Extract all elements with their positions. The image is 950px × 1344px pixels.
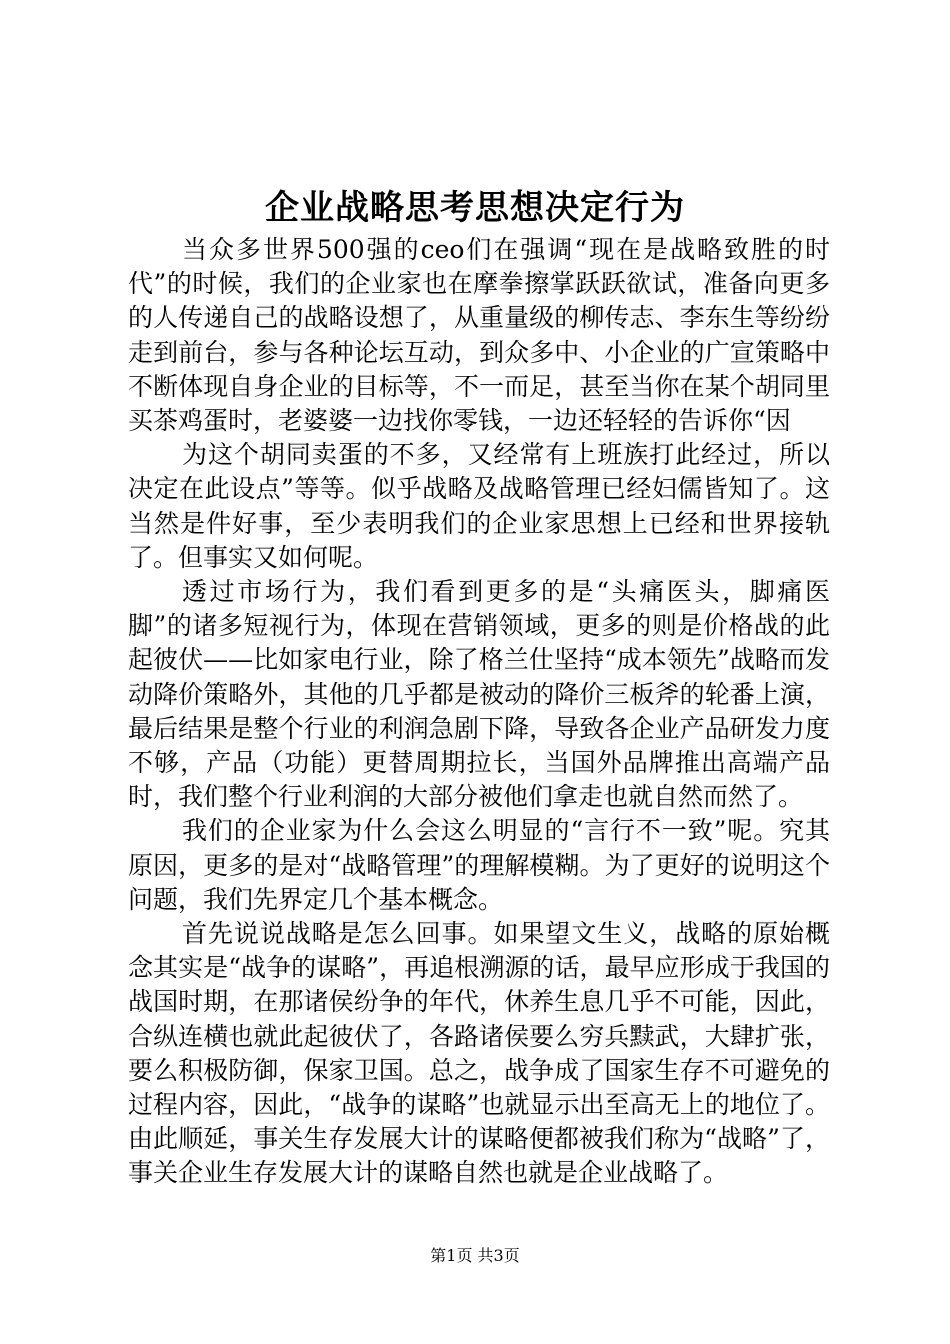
paragraph-4: 我们的企业家为什么会这么明显的“言行不一致”呢。究其原因，更多的是对“战略管理”的理解模糊。为了更好的说明这个问题，我们先界定几个基本概念。 — [128, 816, 830, 914]
paragraph-3: 透过市场行为，我们看到更多的是“头痛医头，脚痛医脚”的诸多短视行为，体现在营销领域，更多的则是价格战的此起彼伏——比如家电行业，除了格兰仕坚持“成本领先”战略而发动降价策略外，其他的几乎都是被动的降价三板斧的轮番上演，最后结果是整个行业的利润急剧下降，导致各企业产品研发力度不够，产品（功能）更替周期拉长，当国外品牌推出高端产品时，我们整个行业利润的大部分被他们拿走也就自然而然了。 — [128, 577, 830, 812]
document-body — [128, 233, 830, 1191]
page-footer: 第1页 共3页 — [430, 1246, 520, 1265]
document-title: 企业战略思考思想决定行为 — [265, 188, 685, 228]
paragraph-1: 当众多世界500强的ceo们在强调“现在是战略致胜的时代”的时候，我们的企业家也在摩拳擦掌跃跃欲试，准备向更多的人传递自己的战略设想了，从重量级的柳传志、李东生等纷纷走到前台，参与各种论坛互动，到众多中、小企业的广宣策略中不断体现自身企业的目标等，不一而足，甚至当你在某个胡同里买茶鸡蛋时，老婆婆一边找你零钱，一边还轻轻的告诉你“因 — [128, 235, 830, 436]
paragraph-5: 首先说说战略是怎么回事。如果望文生义，战略的原始概念其实是“战争的谋略”，再追根溯源的话，最早应形成于我国的战国时期，在那诸侯纷争的年代，休养生息几乎不可能，因此，合纵连横也就此起彼伏了，各路诸侯要么穷兵黩武，大肆扩张，要么积极防御，保家卫国。总之，战争成了国家生存不可避免的过程内容，因此，“战争的谋略”也就显示出至高无上的地位了。由此顺延，事关生存发展大计的谋略便都被我们称为“战略”了，事关企业生存发展大计的谋略自然也就是企业战略了。 — [128, 919, 830, 1188]
paragraph-2: 为这个胡同卖蛋的不多，又经常有上班族打此经过，所以决定在此设点”等等。似乎战略及战略管理已经妇儒皆知了。这当然是件好事，至少表明我们的企业家思想上已经和世界接轨了。但事实又如何呢。 — [128, 440, 830, 572]
